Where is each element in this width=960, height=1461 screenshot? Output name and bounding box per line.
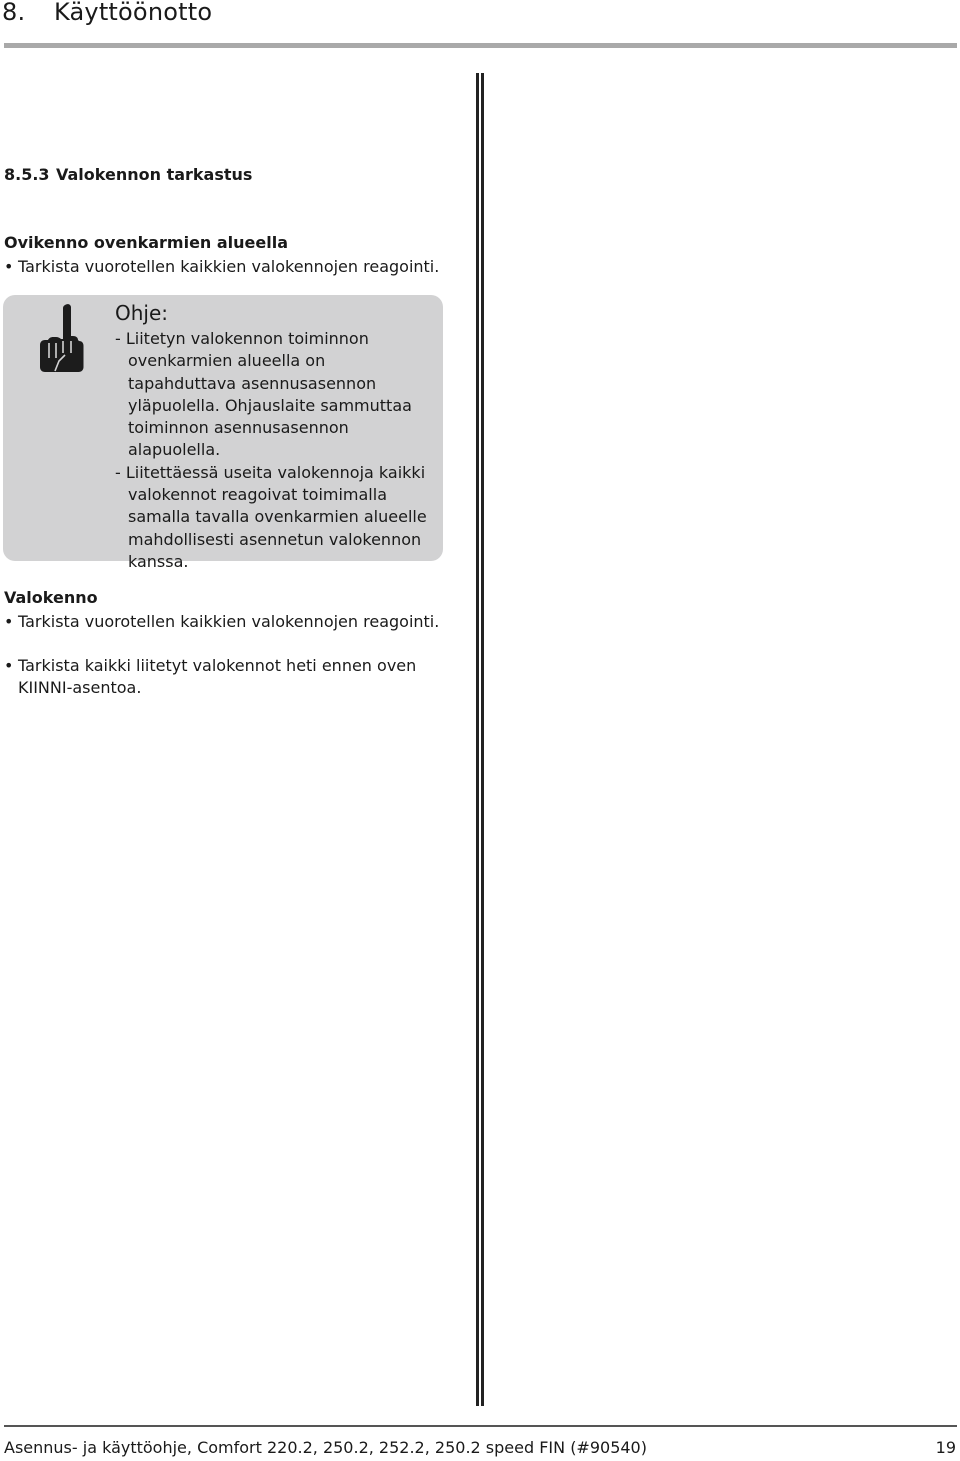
photocell-bullet (4, 611, 458, 633)
section-number: 8.5.3 (4, 165, 50, 184)
chapter-number: 8. (2, 0, 26, 26)
bullet-dot: • (4, 257, 14, 276)
section-title: Valokennon tarkastus (56, 165, 253, 184)
divider-line-right (481, 73, 484, 1406)
photocell-heading: Valokenno (4, 588, 98, 607)
bullet-dot: • (4, 656, 14, 675)
note-paragraph: - Liitettäessä useita valokennoja kaikki valokennot reagoivat toimimalla samalla tavalla ovenkarmien alueelle mahdollisesti asennetun valokennon kanssa. (115, 462, 427, 571)
note-text (115, 328, 435, 573)
note-paragraph: - Liitetyn valokennon toiminnon ovenkarmien alueella on tapahduttava asennusasennon yläpuolella. Ohjauslaite sammuttaa toiminnon asennusasennon alapuolella. (115, 329, 412, 460)
chapter-title-text: Käyttöönotto (54, 0, 213, 26)
bullet-text: Tarkista vuorotellen kaikkien valokennojen reagointi. (18, 612, 440, 631)
header-rule (4, 43, 957, 48)
photocell-bullet (4, 655, 458, 699)
divider-line-left (476, 73, 479, 1406)
footer-document-title: Asennus- ja käyttöohje, Comfort 220.2, 250.2, 252.2, 250.2 speed FIN (#90540) (4, 1438, 647, 1457)
door-area-heading: Ovikenno ovenkarmien alueella (4, 233, 289, 252)
column-divider (476, 73, 485, 1406)
footer-rule (4, 1425, 957, 1427)
bullet-dot: • (4, 612, 14, 631)
chapter-title (2, 0, 212, 26)
section-heading (4, 165, 252, 184)
bullet-text: Tarkista kaikki liitetyt valokennot heti ennen oven KIINNI-asentoa. (18, 656, 417, 697)
pointing-hand-icon (39, 303, 85, 373)
note-title: Ohje: (115, 301, 169, 325)
door-area-bullet (4, 256, 458, 278)
note-box (3, 295, 443, 571)
bullet-text: Tarkista vuorotellen kaikkien valokennojen reagointi. (18, 257, 440, 276)
page-number: 19 (935, 1438, 956, 1457)
